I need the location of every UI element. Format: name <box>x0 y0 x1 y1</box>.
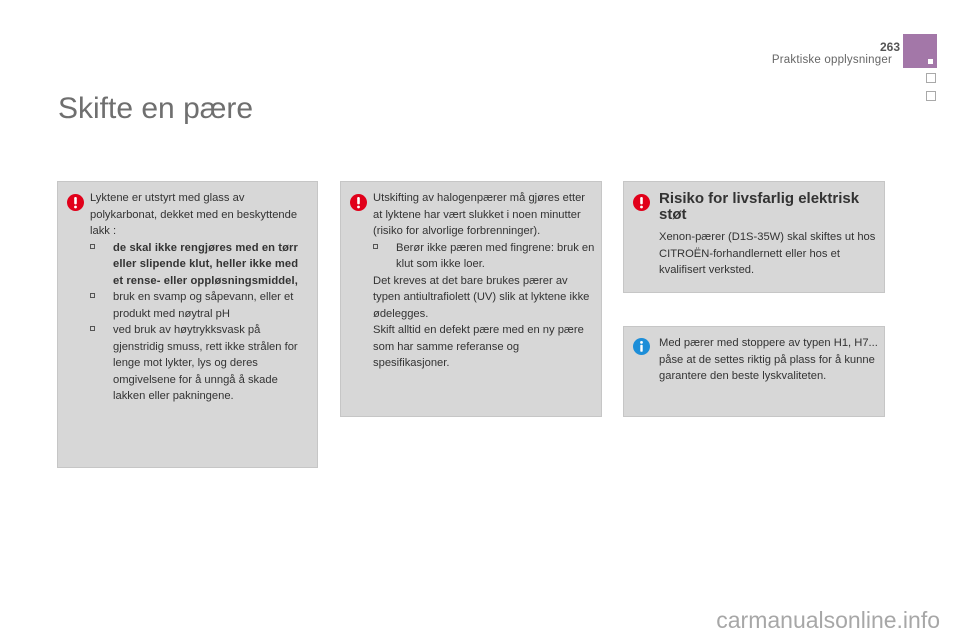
info-icon <box>633 338 650 355</box>
exclamation-warning-icon <box>633 194 650 211</box>
xenon-panel <box>623 181 885 293</box>
list-item-text: de skal ikke rengjøres med en tørr eller slipende klut, heller ikke med et rense- eller oppløsningsmiddel, <box>113 241 299 287</box>
square-outline-icon <box>926 91 936 101</box>
section-name: Praktiske opplysninger <box>771 54 892 66</box>
list-item <box>90 322 310 405</box>
replace-paragraph: Skift alltid en defekt pære med en ny pære som har samme referanse og spesifikasjoner. <box>373 324 584 369</box>
page-number: 263 <box>879 40 900 54</box>
checkbox-bullet-icon <box>90 293 95 298</box>
square-outline-icon <box>926 73 936 83</box>
watermark: carmanualsonline.info <box>716 607 940 633</box>
checkbox-bullet-icon <box>90 244 95 249</box>
halogen-panel <box>340 181 602 417</box>
list-item <box>90 289 310 322</box>
checkbox-bullet-icon <box>90 326 95 331</box>
list-item-text: bruk en svamp og såpevann, eller et produkt med nøytral pH <box>113 291 294 320</box>
exclamation-warning-icon <box>67 194 84 211</box>
uv-paragraph: Det kreves at det bare brukes pærer av typen antiultrafiolett (UV) slik at lyktene ikke ødelegges. <box>373 274 590 320</box>
exclamation-warning-icon <box>350 194 367 211</box>
square-marker-icon <box>928 59 933 64</box>
list-item <box>373 240 595 273</box>
halogen-intro: Utskifting av halogenpærer må gjøres etter at lyktene har vært slukket i noen minutter (risiko for alvorlige forbrenninger). <box>373 192 586 237</box>
info-panel <box>623 326 885 417</box>
checkbox-bullet-icon <box>373 244 378 249</box>
lens-care-panel <box>57 181 318 468</box>
xenon-heading: Risiko for livsfarlig elektrisk støt <box>659 190 860 223</box>
lens-care-intro: Lyktene er utstyrt med glass av polykarbonat, dekket med en beskyttende lakk : <box>90 192 298 237</box>
list-item <box>90 240 310 290</box>
info-text: Med pærer med stoppere av typen H1, H7... påse at de settes riktig på plass for å kunne garantere den beste lyskvaliteten. <box>659 337 878 382</box>
list-item-text: ved bruk av høytrykksvask på gjenstridig smuss, rett ikke strålen for lenge mot lykter, lys og deres omgivelsene for å unngå å skade lakken eller pakningene. <box>113 324 298 402</box>
xenon-text: Xenon-pærer (D1S-35W) skal skiftes ut hos CITROËN-forhandlernett eller hos et kvalifisert verksted. <box>659 231 876 276</box>
list-item-text: Berør ikke pæren med fingrene: bruk en klut som ikke loer. <box>396 241 595 270</box>
page-title: Skifte en pære <box>58 92 254 125</box>
